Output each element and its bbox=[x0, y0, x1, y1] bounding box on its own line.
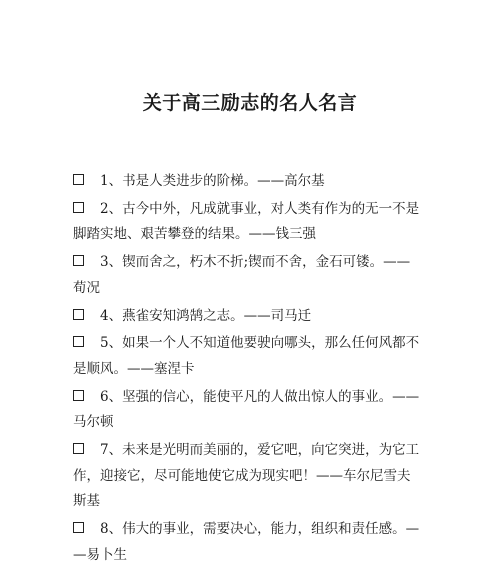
checkbox-icon[interactable] bbox=[73, 390, 84, 401]
quote-text: 4、燕雀安知鸿鹄之志。——司马迁 bbox=[100, 307, 312, 324]
quote-text: 马尔顿 bbox=[73, 414, 114, 431]
page-title: 关于高三励志的名人名言 bbox=[142, 92, 358, 114]
quote-text: 7、未来是光明而美丽的，爱它吧，向它突进，为它工 bbox=[100, 442, 420, 459]
quote-text: —易卜生 bbox=[73, 546, 127, 563]
quote-text: 荀况 bbox=[73, 279, 100, 296]
list-item bbox=[73, 329, 425, 382]
checkbox-icon[interactable] bbox=[73, 522, 84, 533]
list-item bbox=[73, 248, 425, 301]
quote-text: 脚踏实地、艰苦攀登的结果。——钱三强 bbox=[73, 226, 316, 243]
list-item bbox=[73, 383, 425, 436]
quote-text: 作，迎接它，尽可能地使它成为现实吧！——车尔尼雪夫 bbox=[73, 467, 411, 484]
quote-text: 1、书是人类进步的阶梯。——高尔基 bbox=[100, 173, 325, 189]
list-item bbox=[73, 195, 425, 248]
checkbox-icon[interactable] bbox=[73, 443, 84, 454]
list-item bbox=[73, 167, 425, 195]
checkbox-icon[interactable] bbox=[73, 255, 84, 266]
quote-text: 2、古今中外，凡成就事业，对人类有作为的无一不是 bbox=[100, 200, 420, 217]
checkbox-icon[interactable] bbox=[73, 309, 84, 320]
checkbox-icon[interactable] bbox=[73, 174, 84, 185]
quote-text: 3、锲而舍之，朽木不折;锲而不舍，金石可镂。—— bbox=[100, 254, 411, 271]
list-item bbox=[73, 515, 425, 568]
list-item bbox=[73, 302, 425, 330]
quote-text: 是顺风。——塞涅卡 bbox=[73, 360, 195, 377]
checkbox-icon[interactable] bbox=[73, 336, 84, 347]
checkbox-icon[interactable] bbox=[73, 202, 84, 213]
quote-list bbox=[73, 167, 425, 569]
list-item bbox=[73, 436, 425, 515]
quote-text: 6、坚强的信心，能使平凡的人做出惊人的事业。—— bbox=[100, 388, 420, 405]
quote-text: 5、如果一个人不知道他要驶向哪头，那么任何风都不 bbox=[100, 335, 420, 352]
quote-text: 斯基 bbox=[73, 493, 100, 510]
quote-text: 8、伟大的事业，需要决心，能力，组织和责任感。— bbox=[100, 521, 420, 538]
